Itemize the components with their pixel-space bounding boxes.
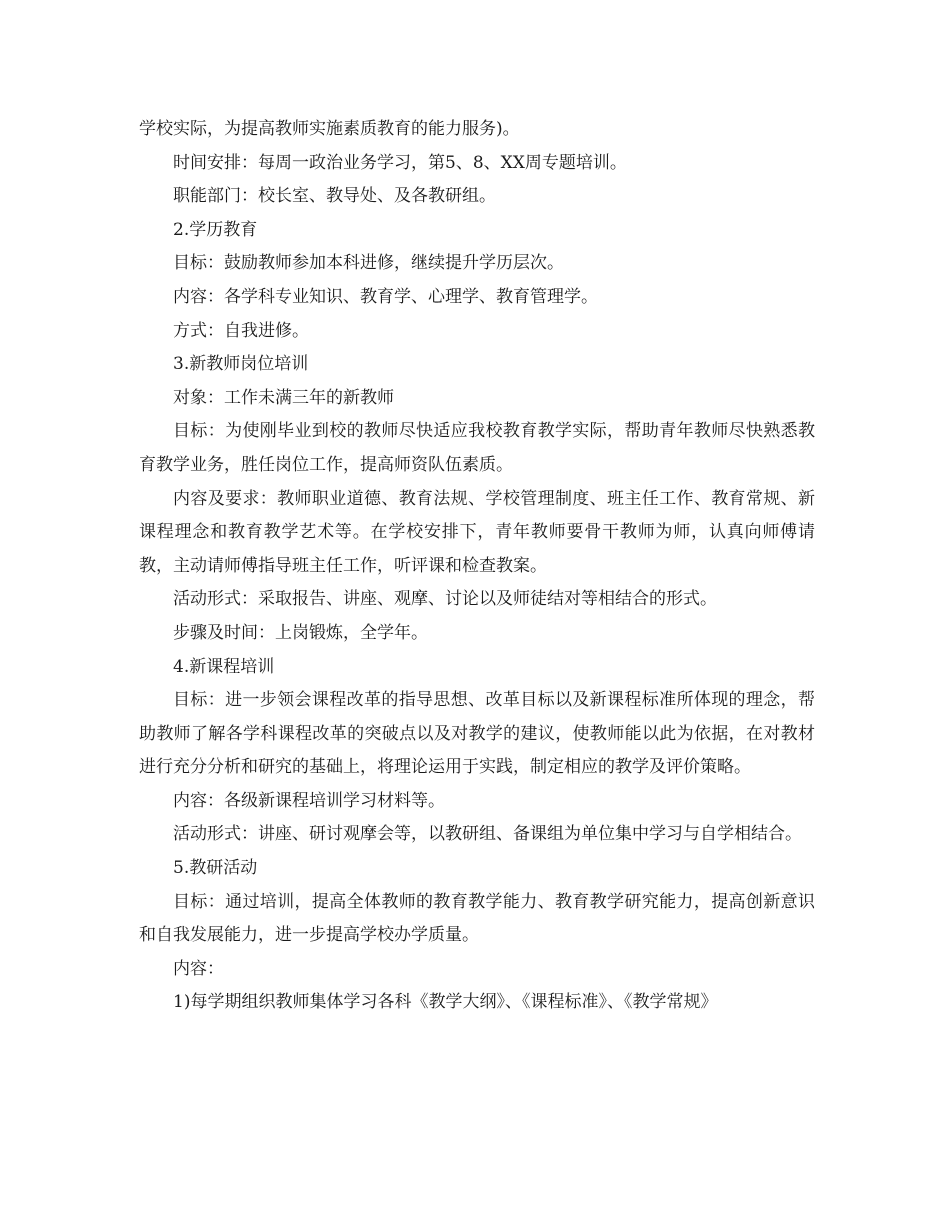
section-heading: 2.学历教育	[173, 219, 258, 240]
paragraph: 内容：各级新课程培训学习材料等。	[173, 790, 445, 811]
paragraph: 目标：为使刚毕业到校的教师尽快适应我校教育教学实际，帮助青年教师尽快熟悉教育教学业务，胜任岗位工作，提高师资队伍素质。	[139, 421, 815, 475]
paragraph: 时间安排：每周一政治业务学习，第5、8、XX周专题培训。	[173, 152, 627, 173]
paragraph: 活动形式：讲座、研讨观摩会等，以教研组、备课组为单位集中学习与自学相结合。	[173, 824, 802, 845]
paragraph: 内容及要求：教师职业道德、教育法规、学校管理制度、班主任工作、教育常规、新课程理念和教育教学艺术等。在学校安排下，青年教师要骨干教师为师，认真向师傅请教，主动请师傅指导班主任工作，听评课和检查教案。	[139, 488, 815, 576]
paragraph: 学校实际，为提高教师实施素质教育的能力服务)。	[139, 119, 520, 139]
section-heading: 3.新教师岗位培训	[173, 354, 309, 375]
paragraph: 内容：	[173, 958, 224, 979]
paragraph: 对象：工作未满三年的新教师	[173, 387, 394, 408]
paragraph: 内容：各学科专业知识、教育学、心理学、教育管理学。	[173, 286, 598, 307]
paragraph: 职能部门：校长室、教导处、及各教研组。	[173, 186, 496, 207]
paragraph: 目标：通过培训，提高全体教师的教育教学能力、教育教学研究能力，提高创新意识和自我发展能力，进一步提高学校办学质量。	[139, 891, 815, 946]
document-body	[139, 113, 815, 1020]
paragraph: 方式：自我进修。	[173, 320, 309, 341]
section-heading: 5.教研活动	[173, 858, 258, 879]
paragraph: 目标：鼓励教师参加本科进修，继续提升学历层次。	[173, 253, 564, 274]
section-heading: 4.新课程培训	[173, 656, 275, 677]
paragraph: 步骤及时间：上岗锻炼，全学年。	[173, 622, 428, 643]
paragraph: 1)每学期组织教师集体学习各科《教学大纲》、《课程标准》、《教学常规》	[173, 992, 718, 1013]
paragraph: 目标：进一步领会课程改革的指导思想、改革目标以及新课程标准所体现的理念，帮助教师了解各学科课程改革的突破点以及对教学的建议，使教师能以此为依据，在对教材进行充分分析和研究的基础上，将理论运用于实践，制定相应的教学及评价策略。	[139, 690, 815, 778]
paragraph: 活动形式：采取报告、讲座、观摩、讨论以及师徒结对等相结合的形式。	[173, 589, 717, 610]
